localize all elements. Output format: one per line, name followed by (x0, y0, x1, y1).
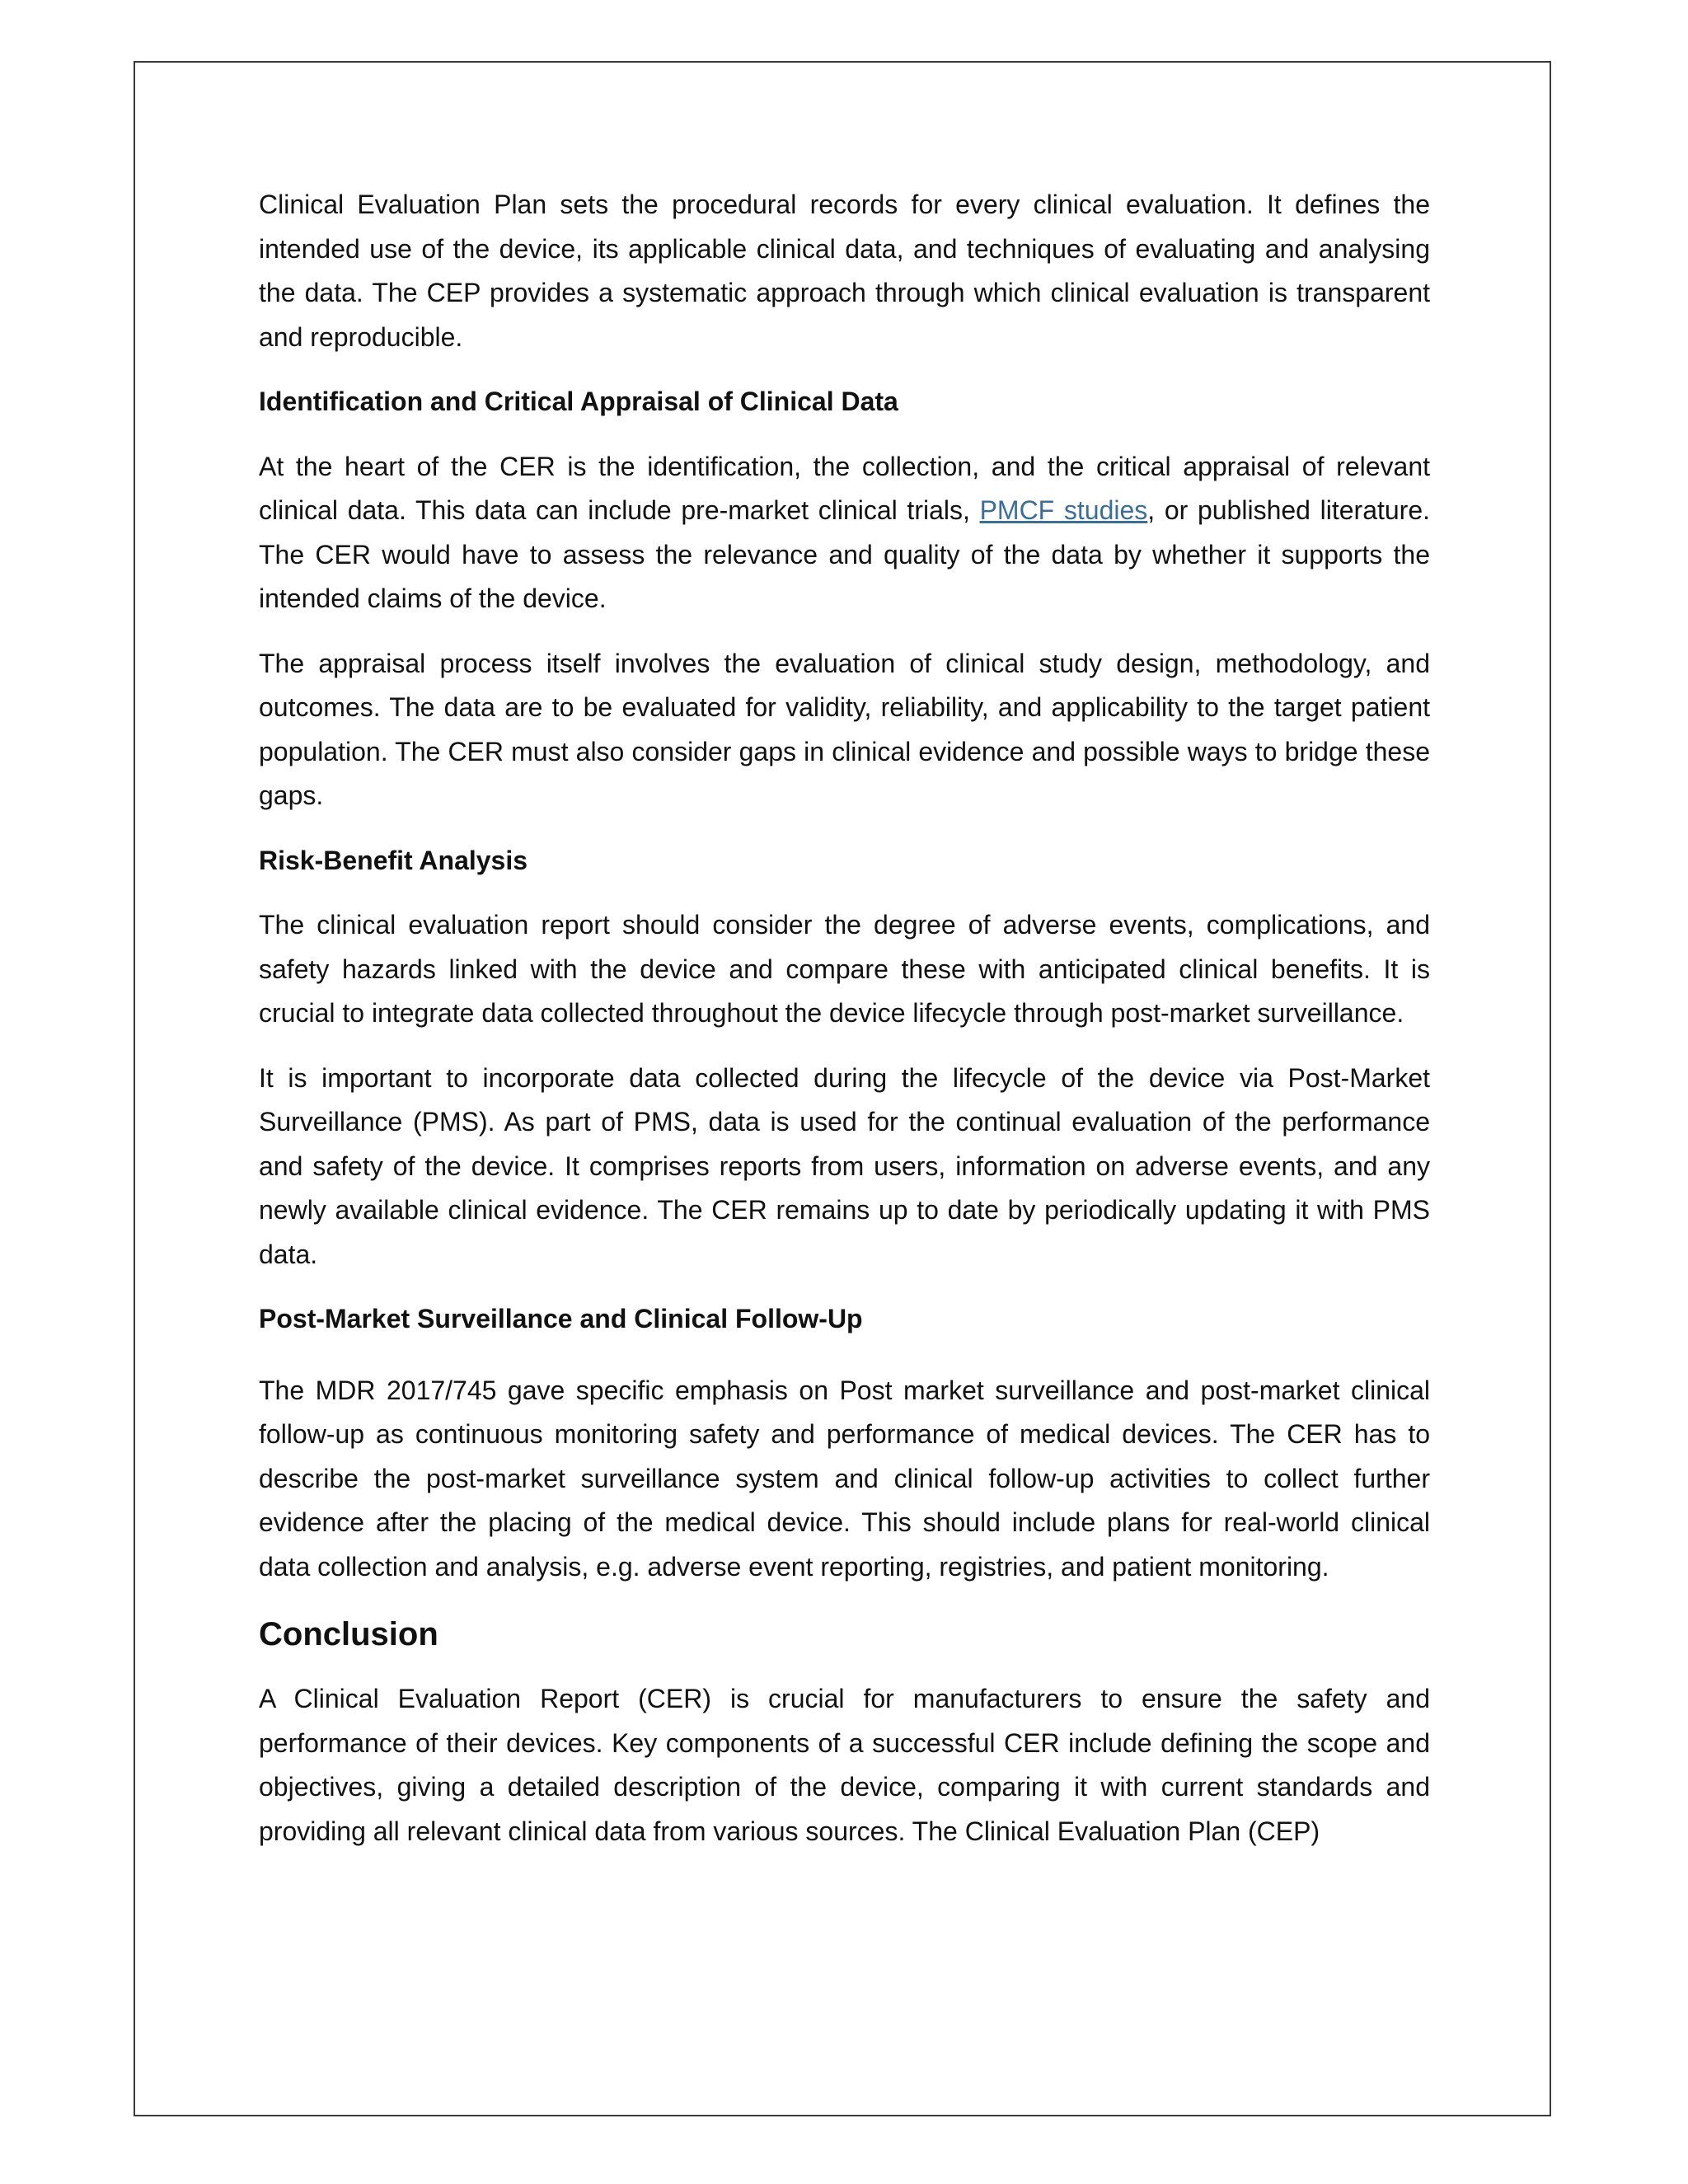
page-frame (134, 61, 1551, 2116)
identification-paragraph-1 (259, 445, 1430, 621)
risk-benefit-paragraph-1: The clinical evaluation report should consider the degree of adverse events, complications, and safety hazards linked with the device and compare these with anticipated clinical benefits. It is crucial to integrate data collected throughout the device lifecycle through post-market surveillance. (259, 910, 1430, 1028)
identification-heading: Identification and Critical Appraisal of Clinical Data (259, 387, 898, 416)
identification-paragraph-2: The appraisal process itself involves the evaluation of clinical study design, methodology, and outcomes. The data are to be evaluated for validity, reliability, and applicability to the target patient population. The CER must also consider gaps in clinical evidence and possible ways to bridge these gaps. (259, 648, 1430, 810)
pms-paragraph-1: The MDR 2017/745 gave specific emphasis on Post market surveillance and post-market clinical follow-up as continuous monitoring safety and performance of medical devices. The CER has to describe the post-market surveillance system and clinical follow-up activities to collect further evidence after the placing of the medical device. This should include plans for real-world clinical data collection and analysis, e.g. adverse event reporting, registries, and patient monitoring. (259, 1375, 1430, 1582)
conclusion-heading: Conclusion (259, 1616, 438, 1652)
pmcf-studies-link[interactable]: PMCF studies (979, 495, 1148, 525)
risk-benefit-paragraph-2: It is important to incorporate data collected during the lifecycle of the device via Post-Market Surveillance (PMS). As part of PMS, data is used for the continual evaluation of the performance and safety of the device. It comprises reports from users, information on adverse events, and any newly available clinical evidence. The CER remains up to date by periodically updating it with PMS data. (259, 1062, 1430, 1269)
risk-benefit-heading: Risk-Benefit Analysis (259, 845, 528, 875)
conclusion-paragraph-1: A Clinical Evaluation Report (CER) is crucial for manufacturers to ensure the safety and performance of their devices. Key components of a successful CER include defining the scope and objectives, giving a detailed description of the device, comparing it with current standards and providing all relevant clinical data from various sources. The Clinical Evaluation Plan (CEP) (259, 1684, 1430, 1846)
intro-paragraph: Clinical Evaluation Plan sets the procedural records for every clinical evaluation. It defines the intended use of the device, its applicable clinical data, and techniques of evaluating and analysing the data. The CEP provides a systematic approach through which clinical evaluation is transparent and reproducible. (259, 190, 1430, 352)
identification-p1-text-before: At the heart of the CER is the identification, the collection, and the critical appraisal of relevant clinical data. This data can include pre-market clinical trials, (259, 451, 1430, 525)
pms-heading: Post-Market Surveillance and Clinical Follow-Up (259, 1304, 863, 1333)
identification-p1-text-after: , or published literature. The CER would have to assess the relevance and quality of the data by whether it supports the intended claims of the device. (259, 495, 1431, 613)
document-body (259, 183, 1430, 1874)
